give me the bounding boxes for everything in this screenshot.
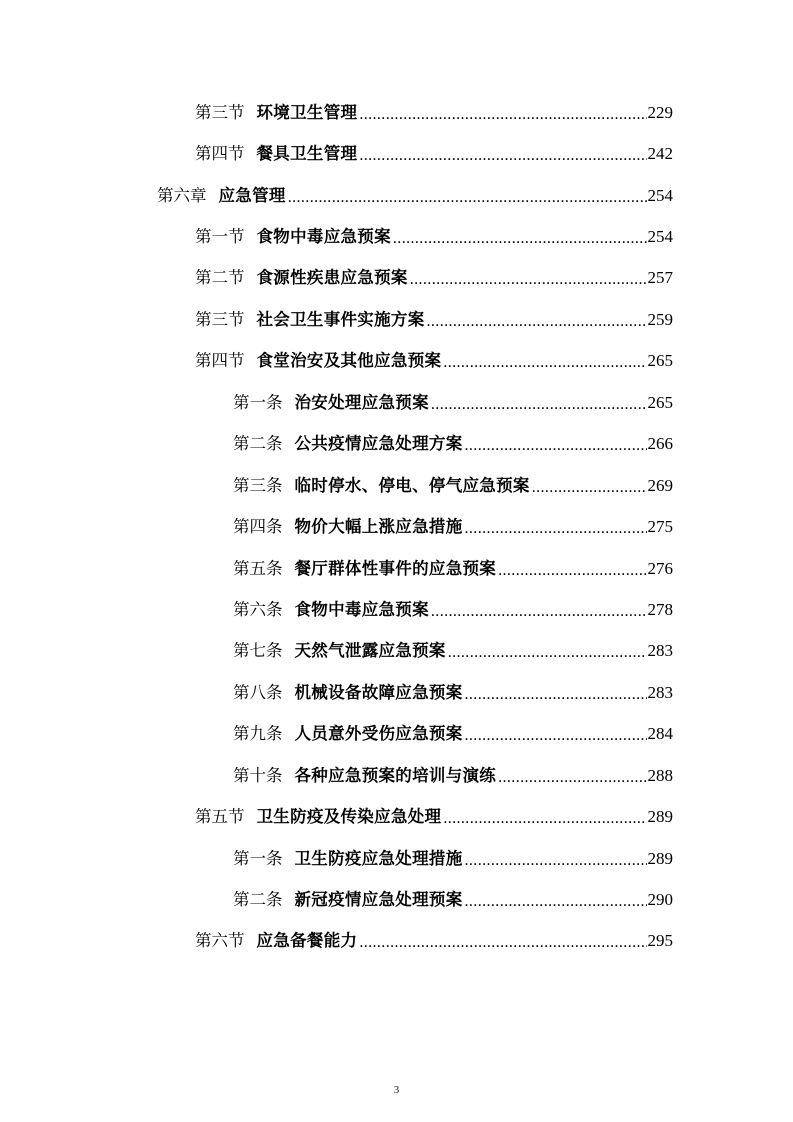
toc-page-number: 254 [647, 227, 673, 247]
toc-leader [465, 435, 647, 455]
page-number: 3 [393, 1084, 400, 1096]
toc-page-number: 289 [647, 848, 673, 868]
toc-page-number: 269 [647, 475, 673, 495]
toc-title: 卫生防疫及传染应急处理 [256, 807, 442, 827]
toc-entry-section-5[interactable] [0, 796, 793, 837]
toc-entry-section-1[interactable] [0, 216, 793, 257]
toc-entry-article-2[interactable] [0, 424, 793, 465]
toc-title: 天然气泄露应急预案 [294, 641, 446, 661]
toc-title: 食堂治安及其他应急预案 [256, 351, 442, 371]
toc-title: 社会卫生事件实施方案 [256, 309, 425, 329]
toc-leader [410, 269, 647, 289]
toc-page-number: 265 [647, 392, 673, 412]
toc-entry-article-8[interactable] [0, 672, 793, 713]
toc-label: 第四节 [195, 144, 245, 164]
toc-label: 第十条 [233, 765, 283, 785]
toc-leader [427, 311, 647, 331]
toc-title: 卫生防疫应急处理措施 [294, 848, 463, 868]
toc-label: 第二节 [195, 268, 245, 288]
toc-label: 第一节 [195, 227, 245, 247]
toc-entry-s5-article-2[interactable] [0, 879, 793, 920]
toc-title: 新冠疫情应急处理预案 [294, 890, 463, 910]
toc-entry-chapter-6[interactable] [0, 175, 793, 216]
toc-entry-article-6[interactable] [0, 589, 793, 630]
toc-entry-section-4[interactable] [0, 341, 793, 382]
toc-label: 第五条 [233, 558, 283, 578]
toc-label: 第四条 [233, 517, 283, 537]
toc-label: 第六条 [233, 599, 283, 619]
toc-title: 公共疫情应急处理方案 [294, 434, 463, 454]
toc-label: 第三条 [233, 475, 283, 495]
toc-leader [448, 642, 647, 662]
toc-leader [393, 228, 647, 248]
toc-entry-section-3[interactable] [0, 299, 793, 340]
toc-entry-article-10[interactable] [0, 755, 793, 796]
toc-label: 第六章 [157, 185, 207, 205]
toc-leader [443, 352, 646, 372]
toc-label: 第二条 [233, 434, 283, 454]
toc-title: 人员意外受伤应急预案 [294, 724, 463, 744]
toc-page-number: 288 [647, 765, 673, 785]
toc-page-number: 276 [647, 558, 673, 578]
toc-title: 应急备餐能力 [256, 931, 358, 951]
toc-label: 第一条 [233, 848, 283, 868]
toc-page-number: 290 [647, 890, 673, 910]
toc-entry-article-3[interactable] [0, 465, 793, 506]
toc-entry-section-6[interactable] [0, 921, 793, 962]
toc-label: 第五节 [195, 807, 245, 827]
toc-leader [431, 601, 647, 621]
toc-entry-article-1[interactable] [0, 382, 793, 423]
toc-page-number: 242 [647, 144, 673, 164]
toc-title: 食物中毒应急预案 [294, 599, 429, 619]
toc-entry-article-9[interactable] [0, 714, 793, 755]
toc-label: 第七条 [233, 641, 283, 661]
toc-page-number: 289 [647, 807, 673, 827]
toc-title: 环境卫生管理 [256, 102, 358, 122]
toc-leader [431, 394, 647, 414]
toc-title: 餐具卫生管理 [256, 144, 358, 164]
toc-label: 第二条 [233, 890, 283, 910]
toc-page-number: 283 [647, 682, 673, 702]
toc-entry-section-3-environment[interactable] [0, 92, 793, 133]
toc-leader [359, 145, 646, 165]
toc-leader [465, 684, 647, 704]
toc-page-number: 266 [647, 434, 673, 454]
toc-title: 机械设备故障应急预案 [294, 682, 463, 702]
toc-page-number: 275 [647, 517, 673, 537]
toc-page-number: 295 [647, 931, 673, 951]
toc-entry-article-5[interactable] [0, 548, 793, 589]
toc-label: 第六节 [195, 931, 245, 951]
toc-page-number: 283 [647, 641, 673, 661]
toc-leader [465, 891, 647, 911]
toc-page-number: 278 [647, 599, 673, 619]
toc-label: 第一条 [233, 392, 283, 412]
toc-page-number: 254 [647, 185, 673, 205]
toc-label: 第九条 [233, 724, 283, 744]
toc-title: 治安处理应急预案 [294, 392, 429, 412]
toc-page-number: 284 [647, 724, 673, 744]
toc-label: 第三节 [195, 102, 245, 122]
toc-leader [288, 187, 647, 207]
toc-entry-section-2[interactable] [0, 258, 793, 299]
toc-label: 第四节 [195, 351, 245, 371]
toc-page-number: 257 [647, 268, 673, 288]
toc-title: 食源性疾患应急预案 [256, 268, 408, 288]
toc-title: 各种应急预案的培训与演练 [294, 765, 497, 785]
toc-leader [498, 560, 646, 580]
toc-label: 第八条 [233, 682, 283, 702]
table-of-contents [0, 92, 793, 962]
toc-leader [359, 932, 646, 952]
toc-leader [465, 518, 647, 538]
toc-leader [443, 808, 646, 828]
toc-leader [465, 725, 647, 745]
toc-leader [532, 477, 647, 497]
toc-title: 餐厅群体性事件的应急预案 [294, 558, 497, 578]
toc-page-number: 259 [647, 309, 673, 329]
toc-leader [498, 767, 646, 787]
toc-leader [465, 850, 647, 870]
toc-label: 第三节 [195, 309, 245, 329]
toc-entry-article-7[interactable] [0, 631, 793, 672]
toc-title: 应急管理 [218, 185, 286, 205]
toc-title: 食物中毒应急预案 [256, 227, 391, 247]
toc-leader [359, 104, 646, 124]
toc-entry-article-4[interactable] [0, 506, 793, 547]
toc-page-number: 265 [647, 351, 673, 371]
toc-entry-section-4-tableware[interactable] [0, 133, 793, 174]
toc-title: 物价大幅上涨应急措施 [294, 517, 463, 537]
toc-entry-s5-article-1[interactable] [0, 838, 793, 879]
toc-title: 临时停水、停电、停气应急预案 [294, 475, 530, 495]
toc-page-number: 229 [647, 102, 673, 122]
